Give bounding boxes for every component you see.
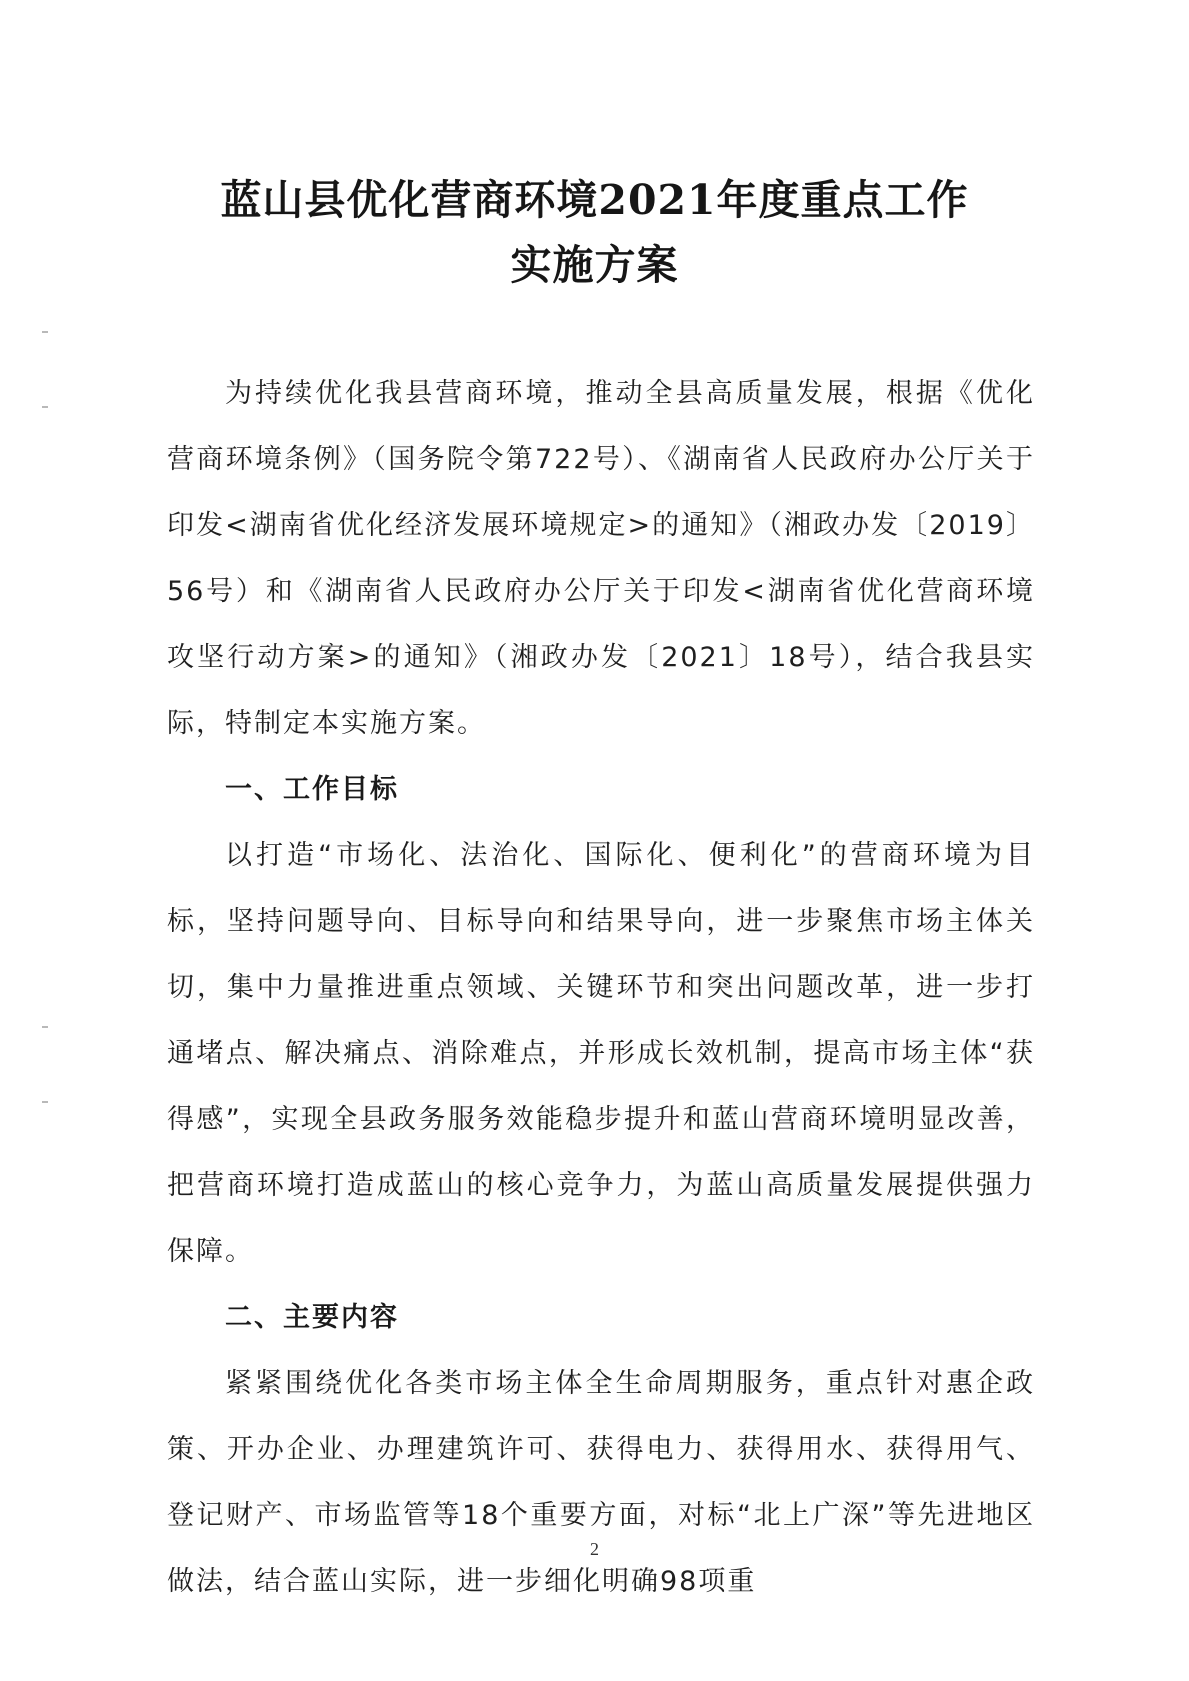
section-heading-goals: 一、工作目标 (225, 774, 399, 805)
document-body (167, 361, 1035, 1615)
goals-paragraph: 以打造“市场化、法治化、国际化、便利化”的营商环境为目标，坚持问题导向、目标导向和结果导向，进一步聚焦市场主体关切，集中力量推进重点领域、关键环节和突出问题改革，进一步打通堵点、解决痛点、消除难点，并形成长效机制，提高市场主体“获得感”，实现全县政务服务效能稳步提升和蓝山营商环境明显改善，把营商环境打造成蓝山的核心竞争力，为蓝山高质量发展提供强力保障。 (167, 840, 1035, 1267)
scan-speck (42, 331, 48, 333)
document-title-line-2: 实施方案 (510, 241, 679, 289)
intro-paragraph: 为持续优化我县营商环境，推动全县高质量发展，根据《优化营商环境条例》（国务院令第722号）、《湖南省人民政府办公厅关于印发<湖南省优化经济发展环境规定>的通知》（湘政办发〔2019〕56号）和《湖南省人民政府办公厅关于印发<湖南省优化营商环境攻坚行动方案>的通知》（湘政办发〔2021〕18号），结合我县实际，特制定本实施方案。 (167, 378, 1035, 739)
scan-speck (42, 1101, 48, 1103)
section-heading-content: 二、主要内容 (225, 1302, 399, 1333)
content-paragraph: 紧紧围绕优化各类市场主体全生命周期服务，重点针对惠企政策、开办企业、办理建筑许可、获得电力、获得用水、获得用气、登记财产、市场监管等18个重要方面，对标“北上广深”等先进地区做法，结合蓝山实际，进一步细化明确98项重 (167, 1368, 1035, 1597)
scan-speck (42, 406, 48, 408)
page-number: 2 (590, 1539, 599, 1559)
scan-speck (42, 1026, 48, 1028)
document-title-line-1: 蓝山县优化营商环境2021年度重点工作 (220, 176, 969, 224)
